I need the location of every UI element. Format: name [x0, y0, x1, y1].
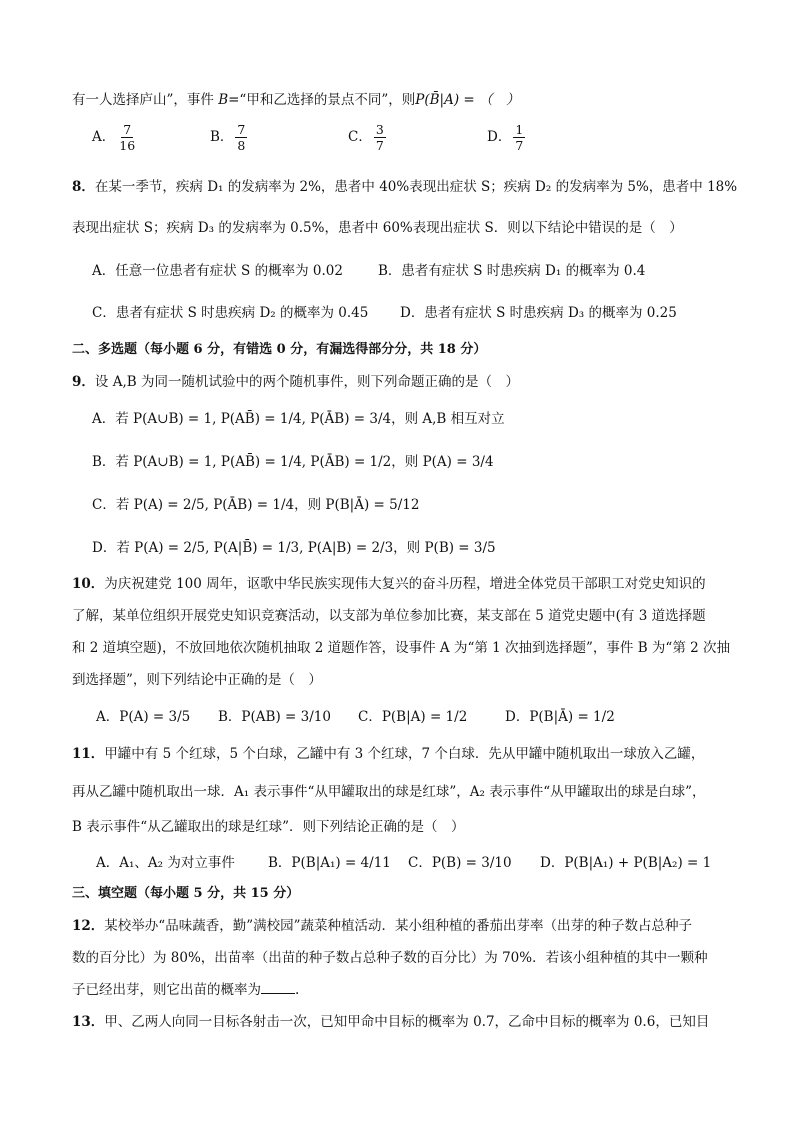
- q12-line3-text: 子已经出芽，则它出苗的概率为: [72, 982, 261, 998]
- q7-c-letter: C．: [348, 129, 372, 145]
- q11-line2-text: 再从乙罐中随机取出一球．A₁ 表示事件“从甲罐取出的球是红球”，A₂ 表示事件“从甲罐取出的球是白球”，: [72, 784, 706, 800]
- q7-b-num: 7: [237, 122, 246, 137]
- q7-continuation: [72, 88, 519, 108]
- q13-number: 13．: [72, 1014, 105, 1030]
- q11-option-d[interactable]: [540, 851, 711, 871]
- q7-option-a[interactable]: [92, 122, 139, 153]
- section-2-text: 二、多选题（每小题 6 分，有错选 0 分，有漏选得部分分，共 18 分）: [72, 342, 487, 357]
- q10-option-d[interactable]: [505, 705, 615, 725]
- q8-option-a-text: A．任意一位患者有症状 S 的概率为 0.02: [92, 263, 343, 279]
- q11-number: 11．: [72, 746, 105, 762]
- q7-cont-text: 有一人选择庐山”，事件: [72, 92, 214, 108]
- q9-option-b[interactable]: [92, 450, 494, 470]
- q10-option-b[interactable]: [218, 705, 331, 725]
- q10-number: 10．: [72, 576, 105, 592]
- q7-option-d[interactable]: [487, 122, 527, 153]
- q10-line4: [72, 668, 322, 688]
- q8-line1: [72, 175, 737, 195]
- q7-b-letter: B．: [210, 129, 234, 145]
- q12-line1-text: 某校举办“品味蔬香，勤”满校园”蔬菜种植活动．某小组种植的番茄出芽率（出芽的种子数占总种子: [104, 918, 693, 934]
- q9-option-c-text: C．若 P(A) = 2/5, P(ĀB) = 1/4，则 P(B|Ā) = 5/12: [92, 497, 420, 513]
- q12-answer-blank[interactable]: [261, 981, 295, 994]
- q9-option-b-text: B．若 P(A∪B) = 1, P(AB̄) = 1/4, P(ĀB) = 1/2，则 P(A) = 3/4: [92, 454, 494, 470]
- q8-line1-text: 在某一季节，疾病 D₁ 的发病率为 2%，患者中 40%表现出症状 S；疾病 D₂ 的发病率为 5%，患者中 18%: [94, 179, 738, 195]
- q8-line2-text: 表现出症状 S；疾病 D₃ 的发病率为 0.5%，患者中 60%表现出症状 S．则以下结论中错误的是（ ）: [72, 220, 683, 236]
- q7-a-num: 7: [123, 122, 132, 137]
- q9-number: 9．: [72, 374, 95, 390]
- q10-line2: [72, 604, 706, 624]
- section-3-text: 三、填空题（每小题 5 分，共 15 分）: [72, 886, 300, 901]
- q10-option-a-text: A．P(A) = 3/5: [96, 709, 191, 725]
- q10-line3-text: 和 2 道填空题)，不放回地依次随机抽取 2 道题作答，设事件 A 为“第 1 次抽到选择题”，事件 B 为“第 2 次抽: [72, 640, 730, 656]
- q10-line2-text: 了解，某单位组织开展党史知识竞赛活动，以支部为单位参加比赛，某支部在 5 道党史题中(有 3 道选择题: [72, 608, 706, 624]
- q9-option-c[interactable]: [92, 493, 419, 513]
- q11-line3-text: B 表示事件“从乙罐取出的球是红球”．则下列结论正确的是（ ）: [72, 819, 465, 835]
- q8-option-d-text: D．患者有症状 S 时患疾病 D₃ 的概率为 0.25: [400, 305, 677, 321]
- q10-line4-text: 到选择题”，则下列结论中正确的是（ ）: [72, 672, 322, 688]
- q11-option-c-text: C．P(B) = 3/10: [408, 855, 512, 871]
- q11-line2: [72, 780, 706, 800]
- q13-line1: [72, 1010, 709, 1030]
- q11-line1: [72, 742, 704, 762]
- q10-option-b-text: B．P(AB) = 3/10: [218, 709, 331, 725]
- q10-line1-text: 为庆祝建党 100 周年，讴歌中华民族实现伟大复兴的奋斗历程，增进全体党员干部职工对党史知识的: [104, 576, 706, 592]
- q9-option-a-text: A．若 P(A∪B) = 1, P(AB̄) = 1/4, P(ĀB) = 3/4，则 A,B 相互对立: [92, 411, 505, 427]
- q9-option-a[interactable]: [92, 407, 505, 427]
- q8-line2: [72, 216, 683, 236]
- q11-option-c[interactable]: [408, 851, 512, 871]
- q7-b-def: =“甲和乙选择的景点不同”，则: [228, 92, 416, 108]
- section-2-heading: [72, 338, 486, 357]
- q9-stem-text: 设 A,B 为同一随机试验中的两个随机事件，则下列命题正确的是（ ）: [94, 374, 519, 390]
- q8-option-c-text: C．患者有症状 S 时患疾病 D₂ 的概率为 0.45: [92, 305, 369, 321]
- section-3-heading: [72, 882, 299, 901]
- q12-line3: [72, 978, 299, 998]
- q9-option-d[interactable]: [92, 536, 496, 556]
- q7-a-letter: A．: [92, 129, 116, 145]
- q7-d-num: 1: [515, 122, 524, 137]
- q7-c-den: 7: [375, 138, 384, 153]
- q9-stem: [72, 370, 519, 390]
- q8-option-a[interactable]: [92, 259, 343, 279]
- q7-expr: P(B̄|A) = （ ）: [415, 92, 520, 108]
- q10-line3: [72, 636, 730, 656]
- q11-option-a-text: A．A₁、A₂ 为对立事件: [96, 855, 235, 871]
- q8-option-d[interactable]: [400, 301, 677, 321]
- q11-option-d-text: D．P(B|A₁) + P(B|A₂) = 1: [540, 855, 712, 871]
- q11-option-a[interactable]: [96, 851, 235, 871]
- q13-line1-text: 甲、乙两人向同一目标各射击一次，已知甲命中目标的概率为 0.7，乙命中目标的概率为 0.6，已知目: [104, 1014, 710, 1030]
- q12-line2-text: 数的百分比）为 80%，出苗率（出苗的种子数占总种子数的百分比）为 70%．若该小组种植的其中一颗种: [72, 950, 708, 966]
- q7-option-c[interactable]: [348, 122, 388, 153]
- q7-event-b: B: [213, 92, 229, 108]
- q7-d-den: 7: [515, 138, 524, 153]
- q12-line3-end: .: [295, 982, 300, 998]
- q12-line1: [72, 914, 692, 934]
- q10-option-d-text: D．P(B|Ā) = 1/2: [505, 709, 615, 725]
- q10-option-a[interactable]: [96, 705, 190, 725]
- q8-option-c[interactable]: [92, 301, 368, 321]
- q7-a-den: 16: [119, 138, 136, 153]
- q10-line1: [72, 572, 706, 592]
- q11-line3: [72, 815, 465, 835]
- q7-d-letter: D．: [487, 129, 512, 145]
- q7-option-b[interactable]: [210, 122, 249, 153]
- q11-line1-text: 甲罐中有 5 个红球，5 个白球，乙罐中有 3 个红球，7 个白球．先从甲罐中随机取出一球放入乙罐，: [104, 746, 705, 762]
- q7-b-den: 8: [237, 138, 246, 153]
- q11-option-b-text: B．P(B|A₁) = 4/11: [268, 855, 391, 871]
- q10-option-c[interactable]: [358, 705, 467, 725]
- q8-option-b[interactable]: [378, 259, 645, 279]
- q12-line2: [72, 946, 708, 966]
- q10-option-c-text: C．P(B|A) = 1/2: [358, 709, 468, 725]
- q9-option-d-text: D．若 P(A) = 2/5, P(A|B̄) = 1/3, P(A|B) = 2/3，则 P(B) = 3/5: [92, 540, 496, 556]
- q7-c-num: 3: [375, 122, 384, 137]
- q8-number: 8．: [72, 179, 95, 195]
- q8-option-b-text: B．患者有症状 S 时患疾病 D₁ 的概率为 0.4: [378, 263, 646, 279]
- q12-number: 12．: [72, 918, 105, 934]
- q11-option-b[interactable]: [268, 851, 391, 871]
